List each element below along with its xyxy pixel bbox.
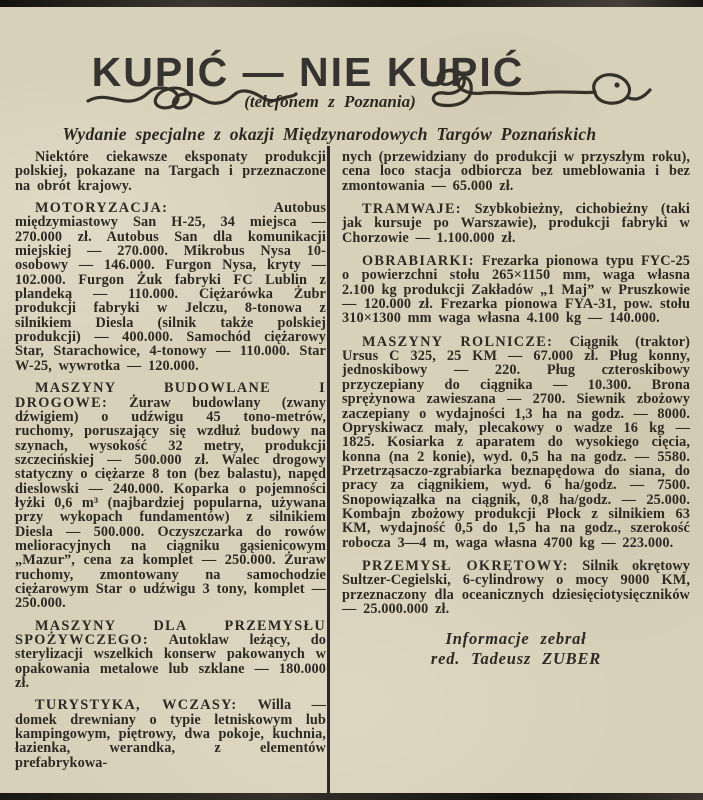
article-column-right <box>342 150 690 793</box>
section-text: Autobus międzymiastowy San H-25, 34 miejsca — 270.000 zł. Autobus San dla komunikacji miejskiej — 270.000. Mikrobus Nysa 10-osobowy — 146.000. Furgon Nysa, kryty — 102.000. Furgon Żuk fabryki FC Lublin z plandeką — 110.000. Ciężarówka Żubr produkcji fabryki w Jelczu, 8-tonowa z silnikiem Diesla (silnik także polskiej produkcji) — 400.000. Samochód ciężarowy Star, Starachowice, 4-tonowy — 110.000. Star W-25, wywrotka — 120.000. <box>15 200 326 374</box>
section-turystyka <box>15 698 326 770</box>
continuation-paragraph: nych (przewidziany do produkcji w przyszłym roku), cena loco stacja odbiorcza bez umeblowania i bez zmontowania — 65.000 zł. <box>342 150 690 194</box>
section-heading: MOTORYZACJA: <box>35 200 169 217</box>
section-text: Autoklaw leżący, do sterylizacji wszelkich konserw pakowanych w opakowania metalowe lub szklane — 180.000 zł. <box>15 632 326 692</box>
section-tramwaje <box>342 202 690 245</box>
section-heading: MASZYNY BUDOWLANE I DROGOWE: <box>15 380 326 411</box>
section-heading: TURYSTYKA, WCZASY: <box>35 697 238 714</box>
byline-line-2: red. Tadeusz ZUBER <box>430 648 602 668</box>
section-maszyny-rolnicze <box>342 335 690 550</box>
section-text: Silnik okrętowy Sultzer-Cegielski, 6-cylindrowy o mocy 9000 KM, przeznaczony dla oceanicznych dziesięciotysięczników — 25.000.000 zł. <box>342 557 690 617</box>
byline-line-1: Informacje zebrał <box>445 629 587 649</box>
section-obrabiarki <box>342 254 690 326</box>
scan-edge-bottom <box>0 793 703 800</box>
column-divider <box>327 146 330 793</box>
byline <box>342 629 690 668</box>
section-text: Żuraw budowlany (zwany dźwigiem) o udźwigu 45 tono-metrów, ruchomy, poruszający się wzdłuż budowy na szynach, wysokość 32 metry, produkcji szczecińskiej — 500.000 zł. Walec drogowy statyczny o ciężarze 8 ton (bez balastu), napęd dieslowski — 240.000. Koparka o pojemności łyżki 0,6 m³ (najbardziej popularna, używana przy wykopach fundamentów) z silnikiem Diesla — 500.000. Oczyszczarka do rowów melioracyjnych na ciągniku gąsienicowym „Mazur”, cena za komplet — 250.000. Żuraw ruchomy, zmontowany na samochodzie ciężarowym Star o udźwigu 3 tony, komplet — 250.000. <box>15 394 326 612</box>
tagline: (telefonem z Poznania) <box>244 92 416 111</box>
scribble-doodle-right-icon <box>424 64 652 112</box>
section-motoryzacja <box>15 201 326 373</box>
section-maszyny-spozywcze <box>15 619 326 691</box>
page-title: KUPIĆ — NIE KUPIĆ <box>91 49 525 96</box>
edition-subtitle: Wydanie specjalne z okazji Międzynarodowych Targów Poznańskich <box>62 124 597 144</box>
section-text: Frezarka pionowa typu FYC-25 o powierzchni stołu 265×1150 mm, waga własna 2.100 kg produkcji Zakładów „1 Maj” w Pruszkowie — 120.000 zł. Frezarka pionowa FYA-31, pow. stołu 310×1300 mm waga własna 4.100 kg — 140.000. <box>342 253 690 327</box>
intro-paragraph: Niektóre ciekawsze eksponaty produkcji polskiej, pokazane na Targach i przeznaczone na obrót krajowy. <box>15 150 326 194</box>
section-heading: OBRABIARKI: <box>362 253 475 270</box>
section-text: Szybkobieżny, cichobieżny (taki jak kursuje po Warszawie), produkcji fabryki w Chorzowie — 1.100.000 zł. <box>342 201 690 246</box>
section-heading: TRAMWAJE: <box>362 201 462 218</box>
article-column-left <box>15 150 326 793</box>
scan-edge-top <box>0 0 703 7</box>
section-text: Willa — domek drewniany o typie letniskowym lub kampingowym, piętrowy, dwa pokoje, kuchnia, łazienka, werandka, z elementów prefabrykowa- <box>15 697 326 771</box>
section-text: Ciągnik (traktor) Ursus C 325, 25 KM — 67.000 zł. Pług konny, jednoskibowy — 220. Pług czteroskibowy przyczepiany do ciągnika — 10.300. Brona sprężynowa zawieszana — 2700. Siewnik zbożowy zaczepiany o wydajności 1,3 ha na godz. — 8000. Opryskiwacz mały, plecakowy o wadze 16 kg — 1825. Kosiarka z aparatem do wysokiego cięcia, konna (na 2 konie), wyd. 0,5 ha na godz. — 5580. Przetrząsaczo-zgrabiarka beznapędowa do siana, do pracy za ciągnikiem, wyd. 6 ha/godz. — 7500. Snopowiązałka na ciągnik, 0,8 ha/godz. — 25.000. Kombajn zbożowy produkcji Płock z silnikiem 63 KM, wydajność 0,5 do 1,5 ha na godz., szerokość robocza 3—4 m, waga własna 4700 kg — 223.000. <box>342 333 690 551</box>
section-heading: PRZEMYSŁ OKRĘTOWY: <box>362 557 569 574</box>
section-heading: MASZYNY DLA PRZEMYSŁU SPOŻYWCZEGO: <box>15 617 326 648</box>
section-maszyny-budowlane <box>15 381 326 611</box>
section-heading: MASZYNY ROLNICZE: <box>362 333 554 350</box>
section-przemysl-okretowy <box>342 559 690 616</box>
